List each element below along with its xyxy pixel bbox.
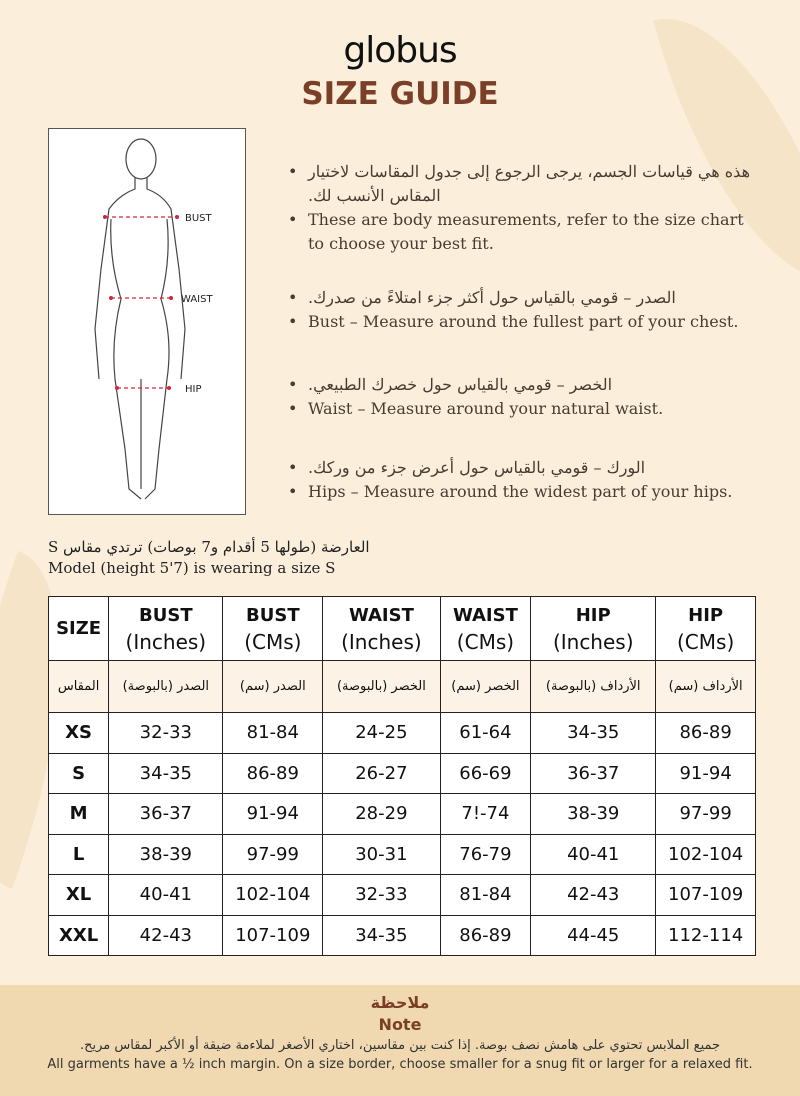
measurement-cell: 38-39 [531,794,656,835]
model-info-en: Model (height 5'7) is wearing a size S [48,559,336,577]
measurement-cell: 42-43 [109,915,223,956]
table-row [49,713,756,754]
measurement-cell: 40-41 [109,875,223,916]
table-row [49,875,756,916]
header-main: WAIST [348,604,414,626]
measurement-cell: 38-39 [109,834,223,875]
note-text-en: All garments have a ½ inch margin. On a size border, choose smaller for a snug fit or larger for a relaxed fit. [47,1057,753,1072]
bullet-group-intro [288,160,758,256]
size-table [48,596,756,956]
note-title-en: Note [378,1015,422,1034]
measurement-cell: 7!-74 [440,794,531,835]
size-cell: XXL [49,915,109,956]
column-header [440,597,531,661]
measurement-cell: 81-84 [440,875,531,916]
measurement-cell: 44-45 [531,915,656,956]
measurement-cell: 40-41 [531,834,656,875]
measurement-cell: 34-35 [109,753,223,794]
measurement-cell: 32-33 [323,875,441,916]
column-header [223,597,323,661]
measurement-cell: 102-104 [223,875,323,916]
measurement-cell: 86-89 [656,713,756,754]
header-unit: (Inches) [341,629,422,654]
measurement-cell: 30-31 [323,834,441,875]
page-title: SIZE GUIDE [301,76,499,112]
bullet-ar: • هذه هي قياسات الجسم، يرجى الرجوع إلى جدول المقاسات لاختيار المقاس الأنسب لك. [288,160,758,208]
hip-label: HIP [185,384,202,395]
header-main: WAIST [452,604,518,626]
size-cell: M [49,794,109,835]
measurement-cell: 91-94 [656,753,756,794]
measurement-cell: 97-99 [223,834,323,875]
measurement-cell: 81-84 [223,713,323,754]
measurement-cell: 32-33 [109,713,223,754]
measurement-cell: 112-114 [656,915,756,956]
header-main: SIZE [56,617,102,639]
header-main: BUST [246,604,300,626]
size-cell: L [49,834,109,875]
table-row [49,834,756,875]
measurement-cell: 34-35 [323,915,441,956]
bullet-ar: • الخصر – قومي بالقياس حول خصرك الطبيعي. [288,373,758,397]
measurement-cell: 86-89 [223,753,323,794]
column-header [656,597,756,661]
note-section [0,985,800,1096]
measurement-cell: 24-25 [323,713,441,754]
measurement-cell: 34-35 [531,713,656,754]
brand-logo: globus [343,30,457,71]
measurement-cell: 107-109 [223,915,323,956]
model-info-ar: العارضة (طولها 5 أقدام و7 بوصات) ترتدي مقاس S [48,538,370,556]
bullet-ar: • الورك – قومي بالقياس حول أعرض جزء من وركك. [288,456,758,480]
bullet-group-hips [288,456,758,504]
measurement-cell: 91-94 [223,794,323,835]
measurement-cell: 76-79 [440,834,531,875]
measurement-cell: 42-43 [531,875,656,916]
bullet-group-bust [288,286,758,334]
bullet-en: • These are body measurements, refer to the size chart to choose your best fit. [288,208,758,256]
header-unit: (CMs) [456,629,515,654]
header-unit: (CMs) [244,629,302,654]
bullet-en: • Waist – Measure around your natural waist. [288,397,758,421]
measurement-cell: 107-109 [656,875,756,916]
arabic-header-row [49,661,756,713]
column-header [109,597,223,661]
arabic-header-cell: الأرداف (سم) [656,661,756,713]
bust-label: BUST [185,213,212,224]
bullet-group-waist [288,373,758,421]
table-row [49,915,756,956]
column-header [49,597,109,661]
arabic-header-cell: الأرداف (بالبوصة) [531,661,656,713]
column-header [323,597,441,661]
measurement-cell: 26-27 [323,753,441,794]
arabic-header-cell: المقاس [49,661,109,713]
measurement-cell: 102-104 [656,834,756,875]
header-unit: (Inches) [125,629,207,654]
note-text-ar: جميع الملابس تحتوي على هامش نصف بوصة. إذا كنت بين مقاسين، اختاري الأصغر لملاءمة ضيقة أو الأكبر لمقاس مريح. [79,1038,721,1053]
measurement-cell: 36-37 [531,753,656,794]
size-cell: XS [49,713,109,754]
body-measurement-figure [48,128,246,515]
size-cell: S [49,753,109,794]
table-row [49,794,756,835]
bullet-en: • Hips – Measure around the widest part of your hips. [288,480,758,504]
size-cell: XL [49,875,109,916]
note-title-ar: ملاحظة [370,993,430,1012]
measurement-cell: 28-29 [323,794,441,835]
bullet-en: • Bust – Measure around the fullest part of your chest. [288,310,758,334]
model-info [48,537,370,579]
table-row [49,753,756,794]
measurement-cell: 97-99 [656,794,756,835]
header-main: HIP [688,604,724,626]
bullet-ar: • الصدر – قومي بالقياس حول أكثر جزء امتلاءً من صدرك. [288,286,758,310]
header-unit: (CMs) [677,629,735,654]
measurement-cell: 61-64 [440,713,531,754]
measurement-cell: 36-37 [109,794,223,835]
header-unit: (Inches) [552,629,634,654]
waist-label: WAIST [181,294,213,305]
header-main: BUST [139,604,193,626]
header-main: HIP [575,604,611,626]
arabic-header-cell: الخصر (سم) [440,661,531,713]
arabic-header-cell: الصدر (بالبوصة) [109,661,223,713]
measurement-cell: 66-69 [440,753,531,794]
measurement-cell: 86-89 [440,915,531,956]
arabic-header-cell: الصدر (سم) [223,661,323,713]
arabic-header-cell: الخصر (بالبوصة) [323,661,441,713]
column-header [531,597,656,661]
